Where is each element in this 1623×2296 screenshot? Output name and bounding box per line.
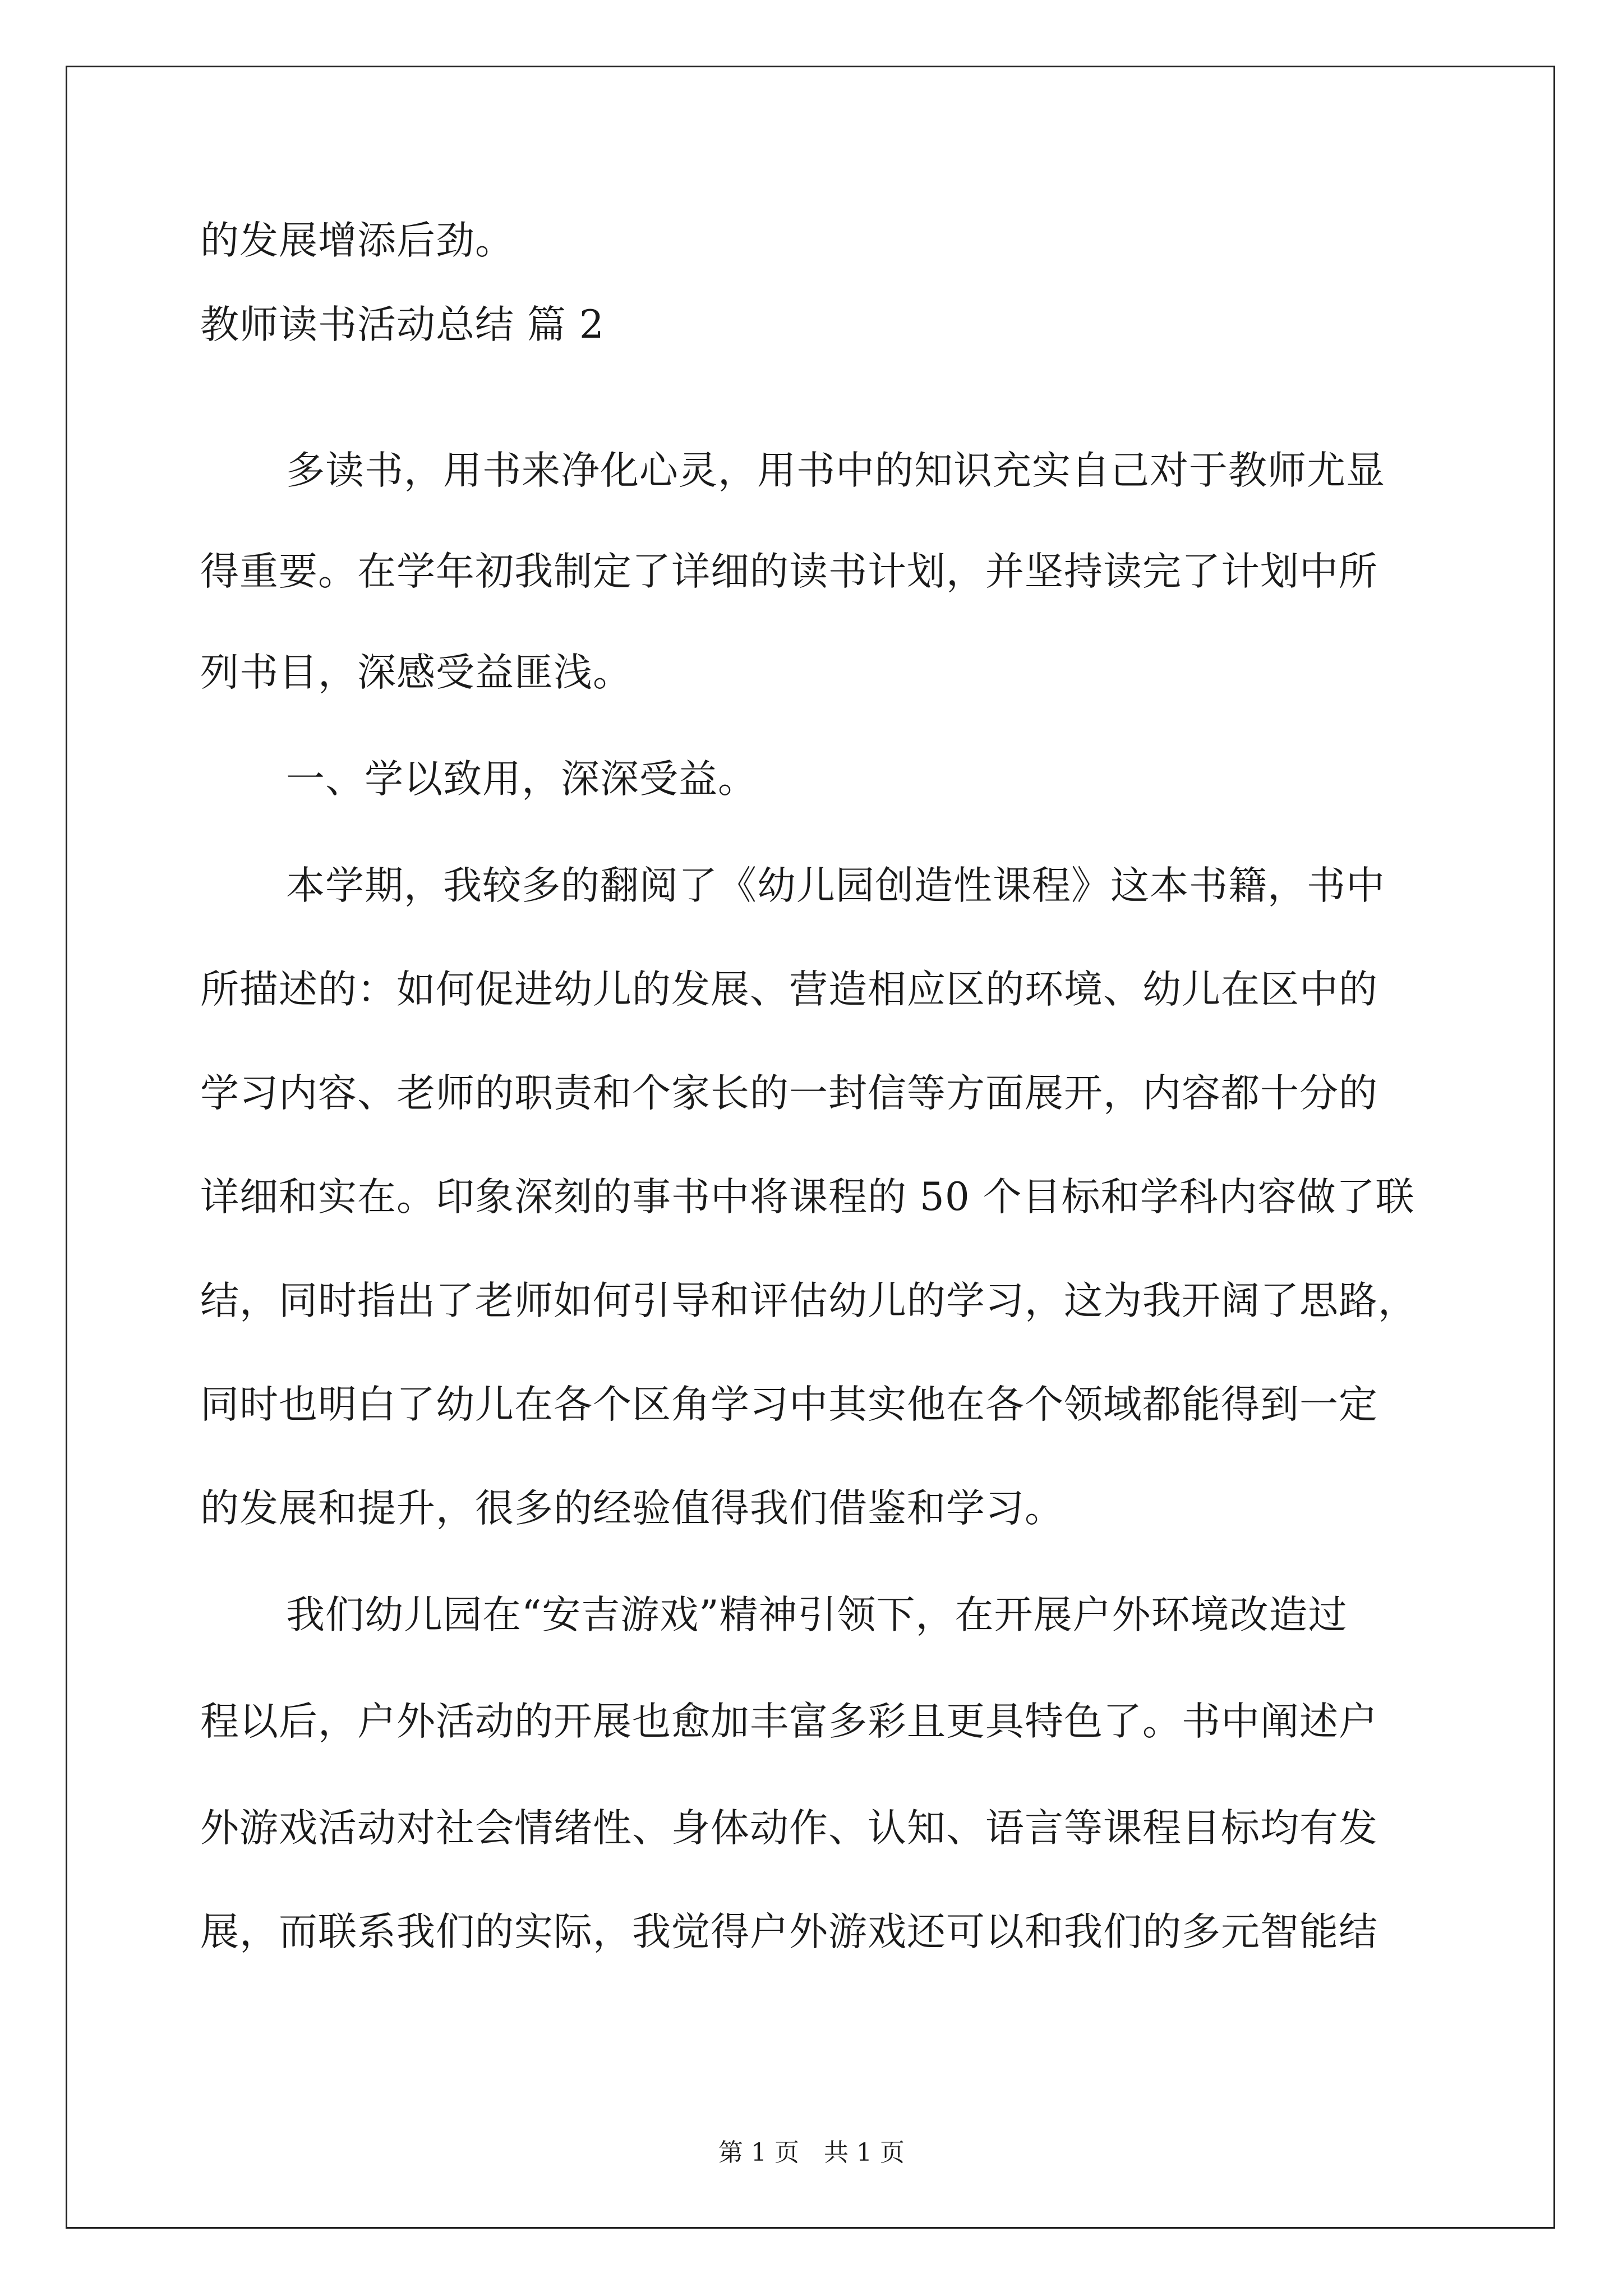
paragraph-line: 程以后，户外活动的开展也愈加丰富多彩且更具特色了。书中阐述户 bbox=[200, 1699, 1378, 1744]
paragraph-line: 本学期，我较多的翻阅了《幼儿园创造性课程》这本书籍，书中 bbox=[286, 863, 1385, 908]
text-line: 的发展增添后劲。 bbox=[200, 218, 514, 263]
paragraph-line: 结，同时指出了老师如何引导和评估幼儿的学习，这为我开阔了思路， bbox=[200, 1278, 1417, 1323]
paragraph-line: 所描述的：如何促进幼儿的发展、营造相应区的环境、幼儿在区中的 bbox=[200, 967, 1378, 1012]
paragraph-line: 我们幼儿园在“安吉游戏”精神引领下，在开展户外环境改造过 bbox=[286, 1593, 1348, 1637]
paragraph-line: 展，而联系我们的实际，我觉得户外游戏还可以和我们的多元智能结 bbox=[200, 1910, 1378, 1954]
paragraph-line: 列书目，深感受益匪浅。 bbox=[200, 650, 632, 695]
page-border bbox=[66, 66, 1555, 2229]
page-number: 第 1 页 共 1 页 bbox=[718, 2138, 905, 2167]
paragraph-line: 详细和实在。印象深刻的事书中将课程的 50 个目标和学科内容做了联 bbox=[200, 1175, 1415, 1220]
subsection-heading: 一、学以致用，深深受益。 bbox=[286, 757, 757, 802]
paragraph-line: 同时也明白了幼儿在各个区角学习中其实他在各个领域都能得到一定 bbox=[200, 1382, 1378, 1427]
paragraph-line: 多读书，用书来净化心灵，用书中的知识充实自己对于教师尤显 bbox=[286, 448, 1385, 493]
paragraph-line: 的发展和提升，很多的经验值得我们借鉴和学习。 bbox=[200, 1486, 1064, 1531]
paragraph-line: 学习内容、老师的职责和个家长的一封信等方面展开，内容都十分的 bbox=[200, 1071, 1378, 1116]
paragraph-line: 得重要。在学年初我制定了详细的读书计划，并坚持读完了计划中所 bbox=[200, 549, 1378, 594]
paragraph-line: 外游戏活动对社会情绪性、身体动作、认知、语言等课程目标均有发 bbox=[200, 1806, 1378, 1851]
section-heading: 教师读书活动总结 篇 2 bbox=[200, 302, 605, 347]
